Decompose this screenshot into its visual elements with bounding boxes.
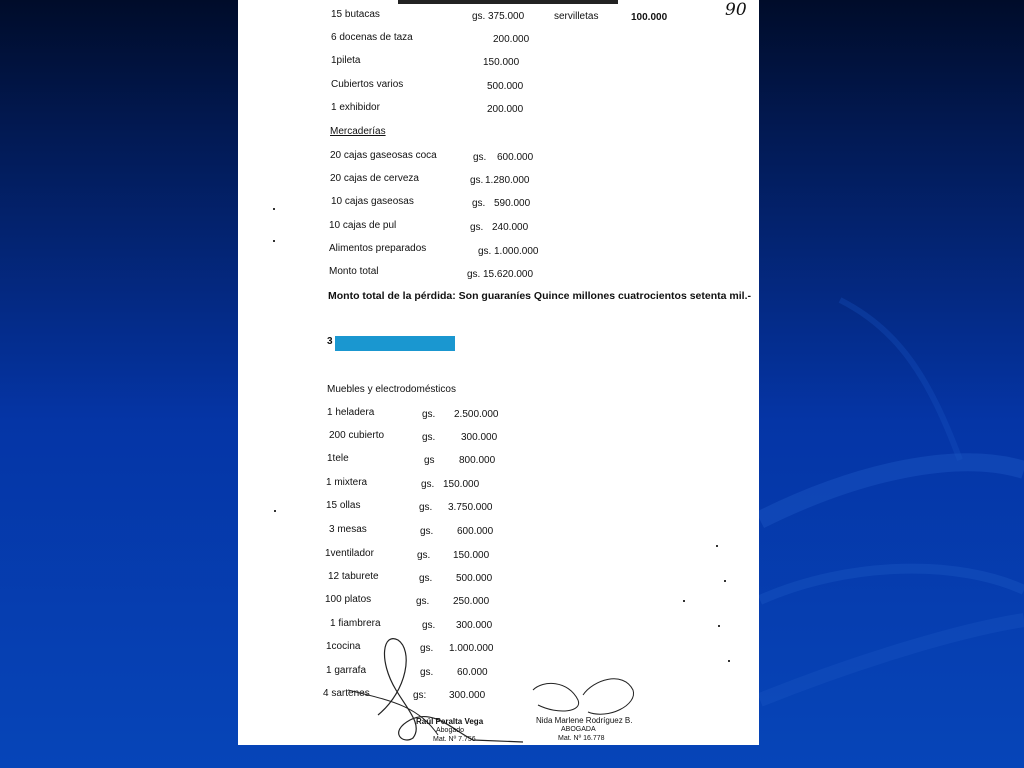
furniture-item-currency: gs. <box>416 596 430 607</box>
scan-speck <box>724 580 726 582</box>
item-currency: gs. <box>472 11 486 22</box>
furniture-item-currency: gs. <box>417 550 431 561</box>
furniture-item-amount: 300.000 <box>449 690 486 701</box>
item-currency: gs. <box>470 175 484 186</box>
item-label: 20 cajas de cerveza <box>330 173 419 184</box>
section-number: 3 <box>327 336 333 347</box>
item-amount: 240.000 <box>492 222 529 233</box>
total-label: Monto total <box>329 266 379 277</box>
item-currency: gs. <box>470 222 484 233</box>
item-label: 15 butacas <box>331 9 380 20</box>
scan-speck <box>718 625 720 627</box>
item-amount: 1.000.000 <box>494 246 539 257</box>
furniture-item-label: 1tele <box>327 453 349 464</box>
furniture-item-label: 15 ollas <box>326 500 361 511</box>
furniture-item-amount: 500.000 <box>456 573 493 584</box>
scan-speck <box>274 510 276 512</box>
furniture-item-currency: gs. <box>420 526 434 537</box>
total-statement: Monto total de la pérdida: Son guaraníes Quince millones cuatrocientos setenta mil.- <box>328 290 751 302</box>
furniture-item-label: 1 fiambrera <box>330 618 381 629</box>
signature-name: Nida Marlene Rodríguez B. <box>536 716 633 725</box>
furniture-item-label: 3 mesas <box>329 524 367 535</box>
furniture-item-label: 4 sartenes <box>323 688 370 699</box>
item-currency: gs. <box>478 246 492 257</box>
scan-top-edge <box>398 0 618 4</box>
furniture-item-amount: 250.000 <box>453 596 490 607</box>
scan-speck <box>683 600 685 602</box>
furniture-item-label: 200 cubierto <box>329 430 385 441</box>
furniture-item-label: 1 garrafa <box>326 665 367 676</box>
scan-speck <box>716 545 718 547</box>
item-label: 6 docenas de taza <box>331 32 413 43</box>
redacted-block <box>335 336 455 351</box>
item-amount: 200.000 <box>493 34 530 45</box>
signature-title: ABOGADA <box>561 726 596 733</box>
item-amount: 200.000 <box>487 104 524 115</box>
furniture-item-amount: 300.000 <box>461 432 498 443</box>
furniture-heading: Muebles y electrodomésticos <box>327 384 456 395</box>
item-label: Cubiertos varios <box>331 79 404 90</box>
item-amount: 375.000 <box>488 11 525 22</box>
furniture-item-label: 1cocina <box>326 641 361 652</box>
item-label: 20 cajas gaseosas coca <box>330 150 437 161</box>
extra-item-label: servilletas <box>554 11 599 22</box>
item-amount: 500.000 <box>487 81 524 92</box>
scan-speck <box>273 208 275 210</box>
furniture-item-currency: gs. <box>421 479 435 490</box>
furniture-item-label: 12 taburete <box>328 571 379 582</box>
signature-name: Raúl Peralta Vega <box>416 717 484 726</box>
furniture-item-amount: 3.750.000 <box>448 502 493 513</box>
item-amount: 150.000 <box>483 57 520 68</box>
furniture-item-amount: 150.000 <box>453 550 490 561</box>
furniture-item-amount: 600.000 <box>457 526 494 537</box>
item-label: 10 cajas gaseosas <box>331 196 414 207</box>
extra-item-amount: 100.000 <box>631 12 668 23</box>
furniture-item-amount: 60.000 <box>457 667 488 678</box>
signature-registration: Mat. Nº 16.778 <box>558 735 605 742</box>
item-label: 1 exhibidor <box>331 102 380 113</box>
total-amount: 15.620.000 <box>483 269 534 280</box>
merchandise-heading: Mercaderías <box>330 126 386 137</box>
item-currency: gs. <box>473 152 487 163</box>
item-amount: 590.000 <box>494 198 531 209</box>
item-amount: 1.280.000 <box>485 175 530 186</box>
scanned-document-page <box>238 0 759 745</box>
item-label: Alimentos preparados <box>329 243 427 254</box>
scan-speck <box>728 660 730 662</box>
item-label: 10 cajas de pul <box>329 220 397 231</box>
furniture-item-currency: gs. <box>422 409 436 420</box>
furniture-item-currency: gs. <box>419 573 433 584</box>
furniture-item-currency: gs <box>424 455 435 466</box>
signature-title: Abogado <box>436 727 465 734</box>
furniture-item-label: 1ventilador <box>325 548 374 559</box>
furniture-item-amount: 1.000.000 <box>449 643 494 654</box>
item-amount: 600.000 <box>497 152 534 163</box>
item-label: 1pileta <box>331 55 361 66</box>
scan-speck <box>273 240 275 242</box>
furniture-item-label: 100 platos <box>325 594 372 605</box>
furniture-item-amount: 150.000 <box>443 479 480 490</box>
furniture-item-currency: gs. <box>422 620 436 631</box>
furniture-item-currency: gs: <box>413 690 427 701</box>
total-currency: gs. <box>467 269 481 280</box>
furniture-item-amount: 300.000 <box>456 620 493 631</box>
furniture-item-currency: gs. <box>422 432 436 443</box>
signature-registration: Mat. Nº 7.756 <box>433 736 476 743</box>
page-number: 90 <box>725 0 747 20</box>
furniture-item-label: 1 heladera <box>327 407 375 418</box>
item-currency: gs. <box>472 198 486 209</box>
furniture-item-currency: gs. <box>420 667 434 678</box>
furniture-item-amount: 800.000 <box>459 455 496 466</box>
furniture-item-currency: gs. <box>419 502 433 513</box>
furniture-item-currency: gs. <box>420 643 434 654</box>
furniture-item-label: 1 mixtera <box>326 477 368 488</box>
furniture-item-amount: 2.500.000 <box>454 409 499 420</box>
